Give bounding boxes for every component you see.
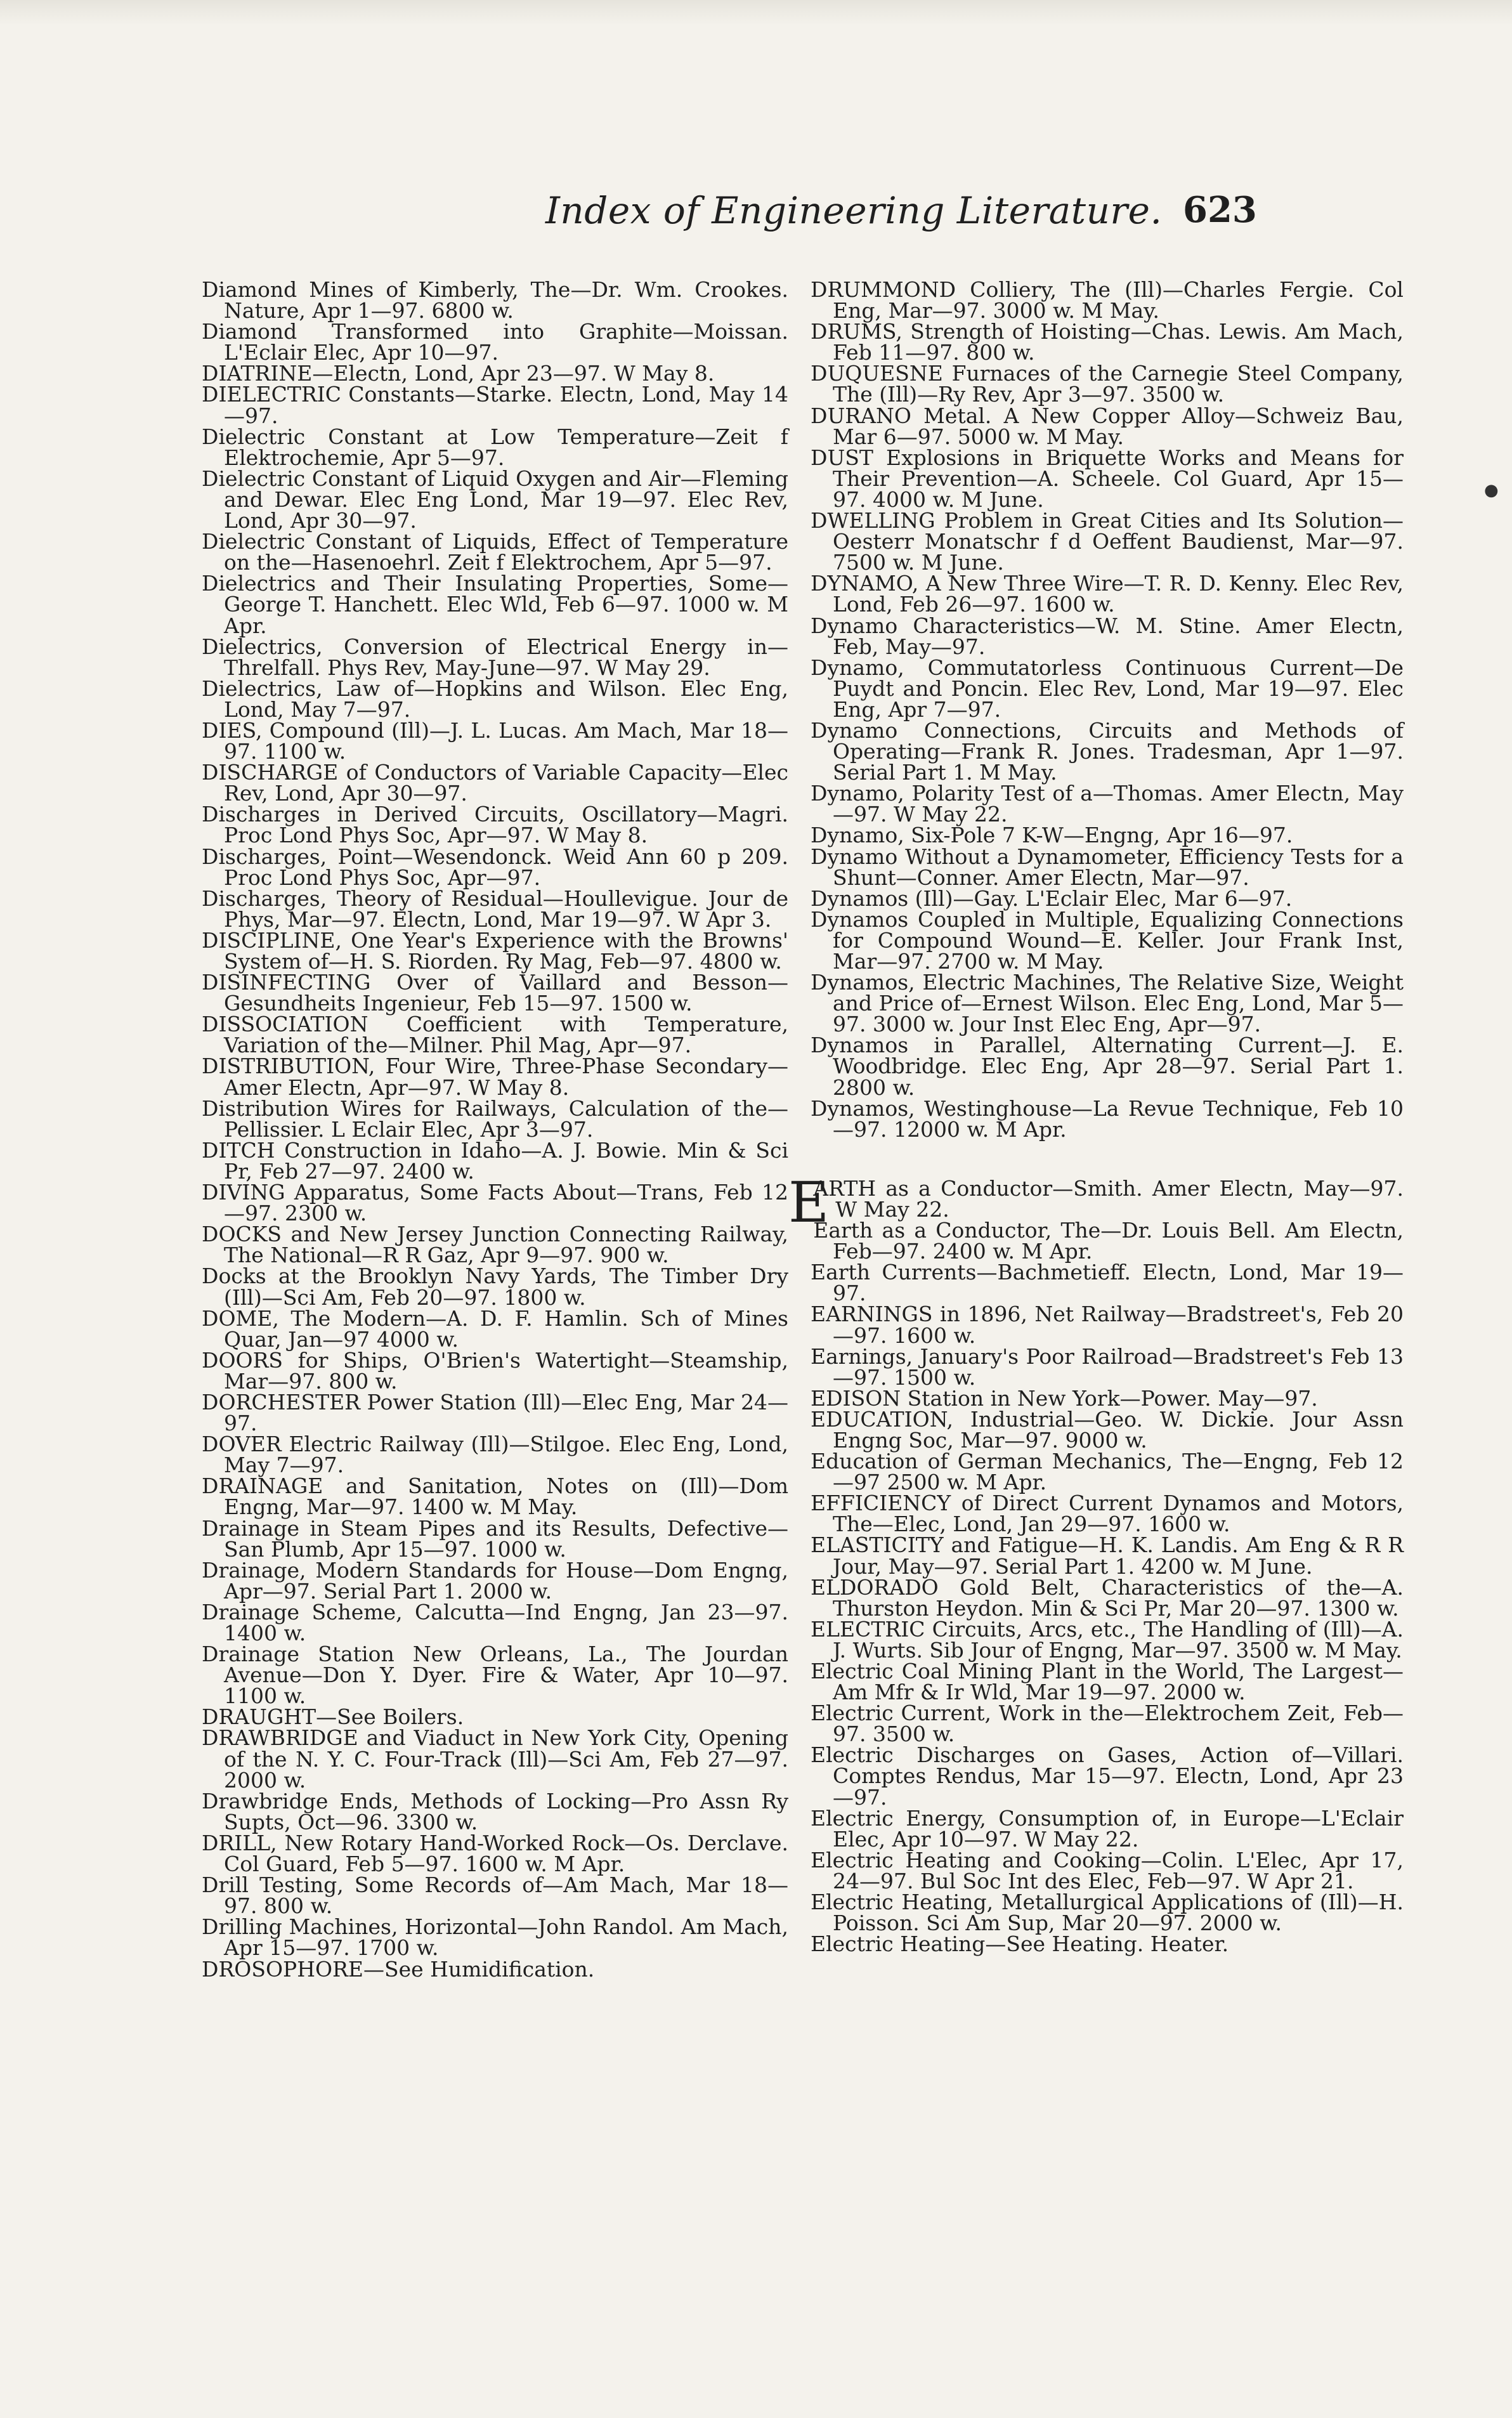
running-title: Index of Engineering Literature. xyxy=(545,189,1163,232)
index-entry: Electric Heating and Cooking—Colin. L'Elec, Apr 17, 24—97. Bul Soc Int des Elec, Feb—97. W Apr 21. xyxy=(811,1847,1404,1893)
right-column-e-entries xyxy=(811,1218,1404,1957)
index-entry: DRILL, New Rotary Hand-Worked Rock—Os. Derclave. Col Guard, Feb 5—97. 1600 w. M Apr. xyxy=(202,1830,788,1877)
index-entry: DORCHESTER Power Station (Ill)—Elec Eng, Mar 24—97. xyxy=(202,1389,788,1436)
index-entry: DRAUGHT—See Boilers. xyxy=(202,1704,464,1730)
index-entry: Diamond Transformed into Graphite—Moissan. L'Eclair Elec, Apr 10—97. xyxy=(202,319,788,365)
index-entry: DUQUESNE Furnaces of the Carnegie Steel Company, The (Ill)—Ry Rev, Apr 3—97. 3500 w. xyxy=(811,361,1404,407)
right-column-d-entries xyxy=(811,279,1404,1140)
dropcap-letter: E xyxy=(788,1169,830,1235)
entry-text: ARTH as a Conductor—Smith. Amer Electn, May—97. W May 22. xyxy=(813,1175,1404,1222)
left-column xyxy=(202,279,788,1980)
index-entry: Distribution Wires for Railways, Calculation of the—Pellissier. L Eclair Elec, Apr 3—97. xyxy=(202,1095,788,1142)
index-entry: DIELECTRIC Constants—Starke. Electn, Lond, May 14—97. xyxy=(202,382,788,428)
index-entry: Drainage in Steam Pipes and its Results, Defective—San Plumb, Apr 15—97. 1000 w. xyxy=(202,1515,788,1562)
index-entry: DRUMS, Strength of Hoisting—Chas. Lewis. Am Mach, Feb 11—97. 800 w. xyxy=(811,319,1404,365)
index-entry: EDUCATION, Industrial—Geo. W. Dickie. Jour Assn Engng Soc, Mar—97. 9000 w. xyxy=(811,1406,1404,1453)
index-entry: DOORS for Ships, O'Brien's Watertight—Steamship, Mar—97. 800 w. xyxy=(202,1347,788,1394)
index-entry: Dynamo, Polarity Test of a—Thomas. Amer Electn, May—97. W May 22. xyxy=(811,781,1404,827)
index-entry: Drill Testing, Some Records of—Am Mach, Mar 18—97. 800 w. xyxy=(202,1872,788,1919)
index-entry: ELECTRIC Circuits, Arcs, etc., The Handling of (Ill)—A. J. Wurts. Sib Jour of Engng, Mar—97. 3500 w. M May. xyxy=(811,1616,1404,1663)
index-entry: ELASTICITY and Fatigue—H. K. Landis. Am Eng & R R Jour, May—97. Serial Part 1. 4200 w. M June. xyxy=(811,1532,1404,1579)
index-entry: DRUMMOND Colliery, The (Ill)—Charles Fergie. Col Eng, Mar—97. 3000 w. M May. xyxy=(811,277,1404,323)
index-entry: Dynamo Characteristics—W. M. Stine. Amer Electn, Feb, May—97. xyxy=(811,613,1404,659)
index-entry: DROSOPHORE—See Humidification. xyxy=(202,1956,595,1982)
index-entry: EDISON Station in New York—Power. May—97. xyxy=(811,1385,1318,1411)
index-entry: Electric Current, Work in the—Elektrochem Zeit, Feb—97. 3500 w. xyxy=(811,1701,1404,1747)
index-entry: Dynamos in Parallel, Alternating Current—J. E. Woodbridge. Elec Eng, Apr 28—97. Serial Part 1. 2800 w. xyxy=(811,1033,1404,1100)
index-entry: DISINFECTING Over of Vaillard and Besson—Gesundheits Ingenieur, Feb 15—97. 1500 w. xyxy=(202,970,788,1016)
index-entry: DISCHARGE of Conductors of Variable Capacity—Elec Rev, Lond, Apr 30—97. xyxy=(202,760,788,806)
index-entry: DUST Explosions in Briquette Works and Means for Their Prevention—A. Scheele. Col Guard, Apr 15—97. 4000 w. M June. xyxy=(811,445,1404,512)
index-entry: Drainage, Modern Standards for House—Dom Engng, Apr—97. Serial Part 1. 2000 w. xyxy=(202,1557,788,1604)
index-entry: Dielectric Constant of Liquids, Effect of Temperature on the—Hasenoehrl. Zeit f Elektrochem, Apr 5—97. xyxy=(202,529,788,575)
index-entry: DITCH Construction in Idaho—A. J. Bowie. Min & Sci Pr, Feb 27—97. 2400 w. xyxy=(202,1137,788,1184)
index-entry: Dynamo Connections, Circuits and Methods of Operating—Frank R. Jones. Tradesman, Apr 1—97. Serial Part 1. M May. xyxy=(811,717,1404,785)
section-e xyxy=(788,1169,1404,1957)
index-entry: Earnings, January's Poor Railroad—Bradstreet's Feb 13—97. 1500 w. xyxy=(811,1343,1404,1390)
index-entry: Dynamo Without a Dynamometer, Efficiency Tests for a Shunt—Conner. Amer Electn, Mar—97. xyxy=(811,844,1404,890)
index-entry: Electric Heating—See Heating. Heater. xyxy=(811,1931,1229,1957)
index-entry: Dynamos, Westinghouse—La Revue Technique, Feb 10—97. 12000 w. M Apr. xyxy=(811,1095,1404,1142)
index-entry: Discharges in Derived Circuits, Oscillatory—Magri. Proc Lond Phys Soc, Apr—97. W May 8. xyxy=(202,802,788,848)
index-entry-earth xyxy=(788,1169,1404,1235)
index-entry: DIES, Compound (Ill)—J. L. Lucas. Am Mach, Mar 18—97. 1100 w. xyxy=(202,717,788,764)
index-entry: Discharges, Point—Wesendonck. Weid Ann 60 p 209. Proc Lond Phys Soc, Apr—97. xyxy=(202,844,788,890)
index-entry: Dielectric Constant at Low Temperature—Zeit f Elektrochemie, Apr 5—97. xyxy=(202,424,788,470)
index-entry: Electric Coal Mining Plant in the World, The Largest—Am Mfr & Ir Wld, Mar 19—97. 2000 w. xyxy=(811,1659,1404,1705)
page-header xyxy=(0,189,1512,240)
index-entry: DOVER Electric Railway (Ill)—Stilgoe. Elec Eng, Lond, May 7—97. xyxy=(202,1432,788,1478)
index-entry: DURANO Metal. A New Copper Alloy—Schweiz Bau, Mar 6—97. 5000 w. M May. xyxy=(811,403,1404,449)
index-entry: DISCIPLINE, One Year's Experience with the Browns' System of—H. S. Riorden. Ry Mag, Feb—97. 4800 w. xyxy=(202,927,788,974)
index-entry: Dielectrics, Conversion of Electrical Energy in—Threlfall. Phys Rev, May-June—97. W May 29. xyxy=(202,634,788,680)
index-entry: Dynamos (Ill)—Gay. L'Eclair Elec, Mar 6—97. xyxy=(811,886,1293,911)
index-entry: DRAINAGE and Sanitation, Notes on (Ill)—Dom Engng, Mar—97. 1400 w. M May. xyxy=(202,1474,788,1520)
index-entry: Earth Currents—Bachmetieff. Electn, Lond, Mar 19—97. xyxy=(811,1260,1404,1306)
index-entry: Electric Heating, Metallurgical Applications of (Ill)—H. Poisson. Sci Am Sup, Mar 20—97. 2000 w. xyxy=(811,1890,1404,1936)
index-entry: DOCKS and New Jersey Junction Connecting Railway, The National—R R Gaz, Apr 9—97. 900 w. xyxy=(202,1222,788,1268)
index-entry: Dynamo, Six-Pole 7 K-W—Engng, Apr 16—97. xyxy=(811,823,1293,848)
index-entry: Earth as a Conductor, The—Dr. Louis Bell. Am Electn, Feb—97. 2400 w. M Apr. xyxy=(813,1218,1404,1264)
index-entry: DISTRIBUTION, Four Wire, Three-Phase Secondary—Amer Electn, Apr—97. W May 8. xyxy=(202,1054,788,1100)
index-entry: Diamond Mines of Kimberly, The—Dr. Wm. Crookes. Nature, Apr 1—97. 6800 w. xyxy=(202,277,788,323)
margin-bullet-mark: ● xyxy=(1484,481,1499,500)
index-entry: Drainage Scheme, Calcutta—Ind Engng, Jan 23—97. 1400 w. xyxy=(202,1599,788,1645)
index-entry: DIVING Apparatus, Some Facts About—Trans, Feb 12—97. 2300 w. xyxy=(202,1180,788,1226)
index-entry: Drilling Machines, Horizontal—John Randol. Am Mach, Apr 15—97. 1700 w. xyxy=(202,1914,788,1961)
index-entry: ELDORADO Gold Belt, Characteristics of the—A. Thurston Heydon. Min & Sci Pr, Mar 20—97. 1300 w. xyxy=(811,1574,1404,1621)
index-entry: Drawbridge Ends, Methods of Locking—Pro Assn Ry Supts, Oct—96. 3300 w. xyxy=(202,1788,788,1834)
index-entry: Docks at the Brooklyn Navy Yards, The Timber Dry (Ill)—Sci Am, Feb 20—97. 1800 w. xyxy=(202,1264,788,1310)
index-entry: EARNINGS in 1896, Net Railway—Bradstreet's, Feb 20—97. 1600 w. xyxy=(811,1302,1404,1348)
index-entry: Dielectrics, Law of—Hopkins and Wilson. Elec Eng, Lond, May 7—97. xyxy=(202,676,788,722)
page-number: 623 xyxy=(1183,189,1257,231)
index-entry: DRAWBRIDGE and Viaduct in New York City, Opening of the N. Y. C. Four-Track (Ill)—Sci Am, Feb 27—97. 2000 w. xyxy=(202,1725,788,1793)
index-entry: DIATRINE—Electn, Lond, Apr 23—97. W May 8. xyxy=(202,361,715,386)
scan-edge xyxy=(0,0,1512,25)
index-entry: Dielectric Constant of Liquid Oxygen and Air—Fleming and Dewar. Elec Eng Lond, Mar 19—97. Elec Rev, Lond, Apr 30—97. xyxy=(202,466,788,533)
index-entry: Dielectrics and Their Insulating Properties, Some—George T. Hanchett. Elec Wld, Feb 6—97. 1000 w. M Apr. xyxy=(202,571,788,638)
index-entry: DYNAMO, A New Three Wire—T. R. D. Kenny. Elec Rev, Lond, Feb 26—97. 1600 w. xyxy=(811,571,1404,617)
index-entry: DISSOCIATION Coefficient with Temperature, Variation of the—Milner. Phil Mag, Apr—97. xyxy=(202,1012,788,1058)
index-entry: Dynamos, Electric Machines, The Relative Size, Weight and Price of—Ernest Wilson. Elec Eng, Lond, Mar 5—97. 3000 w. Jour Inst Elec Eng, Apr—97. xyxy=(811,970,1404,1037)
index-entry: Discharges, Theory of Residual—Houllevigue. Jour de Phys, Mar—97. Electn, Lond, Mar 19—97. W Apr 3. xyxy=(202,886,788,932)
right-column xyxy=(788,277,1404,1957)
index-entry: Electric Discharges on Gases, Action of—Villari. Comptes Rendus, Mar 15—97. Electn, Lond, Apr 23—97. xyxy=(811,1742,1404,1810)
index-entry: Dynamo, Commutatorless Continuous Current—De Puydt and Poncin. Elec Rev, Lond, Mar 19—97. Elec Eng, Apr 7—97. xyxy=(811,655,1404,722)
index-entry: DWELLING Problem in Great Cities and Its Solution—Oesterr Monatschr f d Oeffent Baudienst, Mar—97. 7500 w. M June. xyxy=(811,508,1404,575)
index-entry: Drainage Station New Orleans, La., The Jourdan Avenue—Don Y. Dyer. Fire & Water, Apr 10—97. 1100 w. xyxy=(202,1642,788,1709)
index-entry: EFFICIENCY of Direct Current Dynamos and Motors, The—Elec, Lond, Jan 29—97. 1600 w. xyxy=(811,1491,1404,1537)
index-entry: Dynamos Coupled in Multiple, Equalizing Connections for Compound Wound—E. Keller. Jour Frank Inst, Mar—97. 2700 w. M May. xyxy=(811,906,1404,974)
index-entry: DOME, The Modern—A. D. F. Hamlin. Sch of Mines Quar, Jan—97 4000 w. xyxy=(202,1305,788,1352)
index-entry: Electric Energy, Consumption of, in Europe—L'Eclair Elec, Apr 10—97. W May 22. xyxy=(811,1805,1404,1852)
index-entry: Education of German Mechanics, The—Engng, Feb 12—97 2500 w. M Apr. xyxy=(811,1449,1404,1495)
